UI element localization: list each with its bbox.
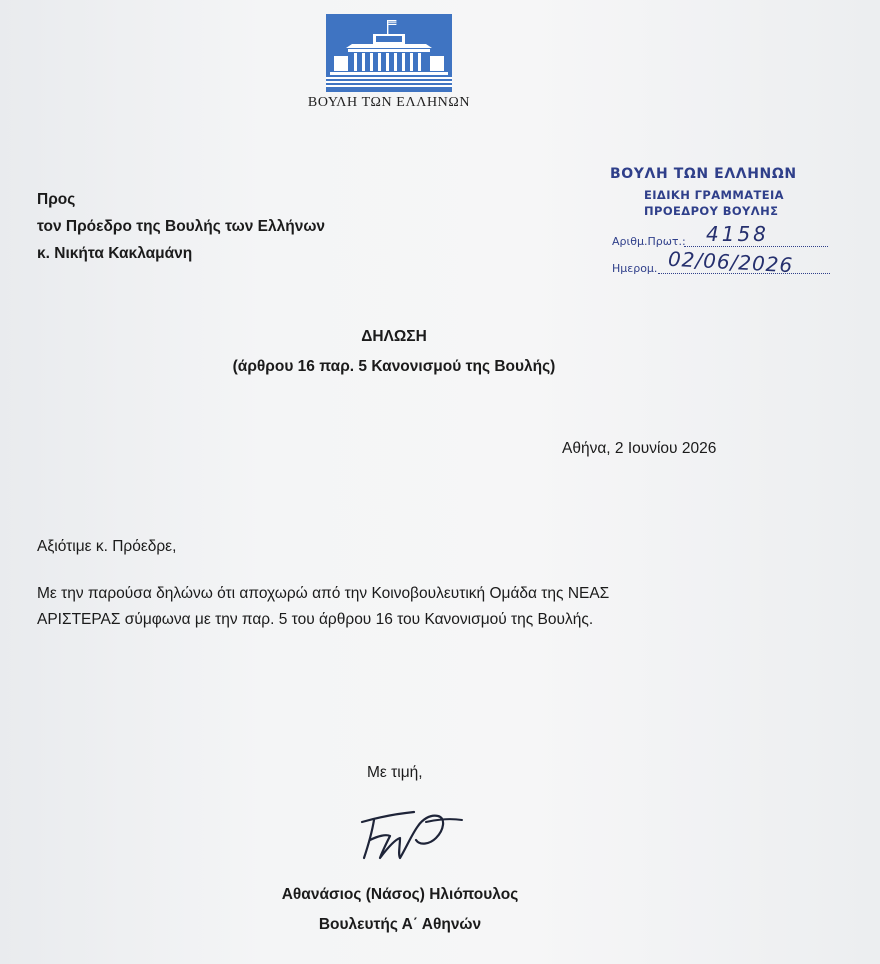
document-title: ΔΗΛΩΣΗ xyxy=(361,328,427,345)
addressee-line-1: Προς xyxy=(37,191,76,208)
stamp-department-line-1: ΕΙΔΙΚΗ ΓΡΑΜΜΑΤΕΙΑ xyxy=(644,188,784,202)
salutation: Αξιότιμε κ. Πρόεδρε, xyxy=(37,538,177,555)
letterhead-organization: ΒΟΥΛΗ ΤΩΝ ΕΛΛΗΝΩΝ xyxy=(307,95,471,110)
addressee-block xyxy=(37,186,325,267)
signature-icon xyxy=(356,800,466,864)
stamp-organization: ΒΟΥΛΗ ΤΩΝ ΕΛΛΗΝΩΝ xyxy=(610,166,797,182)
addressee-line-2: τον Πρόεδρο της Βουλής των Ελλήνων xyxy=(37,218,326,235)
stamp-protocol-dotted-line xyxy=(684,246,828,247)
body-paragraph xyxy=(37,581,777,633)
signer-title: Βουλευτής Α΄ Αθηνών xyxy=(318,916,482,933)
stamp-department-line-2: ΠΡΟΕΔΡΟΥ ΒΟΥΛΗΣ xyxy=(644,204,779,218)
addressee-line-3: κ. Νικήτα Κακλαμάνη xyxy=(37,245,193,262)
body-line-1: Με την παρούσα δηλώνω ότι αποχωρώ από την Κοινοβουλευτική Ομάδα της ΝΕΑΣ xyxy=(37,585,610,602)
closing: Με τιμή, xyxy=(367,764,423,781)
document-subtitle: (άρθρου 16 παρ. 5 Κανονισμού της Βουλής) xyxy=(232,358,556,375)
stamp-protocol-number: 4158 xyxy=(706,222,769,246)
stamp-protocol-label: Αριθμ.Πρωτ.: xyxy=(612,235,686,248)
body-line-2: ΑΡΙΣΤΕΡΑΣ σύμφωνα με την παρ. 5 του άρθρου 16 του Κανονισμού της Βουλής. xyxy=(37,611,594,628)
stamp-date-value: 02/06/2026 xyxy=(667,246,794,278)
signer-name: Αθανάσιος (Νάσος) Ηλιόπουλος xyxy=(281,886,519,903)
stamp-date-label: Ημερομ. xyxy=(612,262,658,275)
parliament-emblem-icon xyxy=(326,14,452,92)
document-date: Αθήνα, 2 Ιουνίου 2026 xyxy=(562,440,717,457)
